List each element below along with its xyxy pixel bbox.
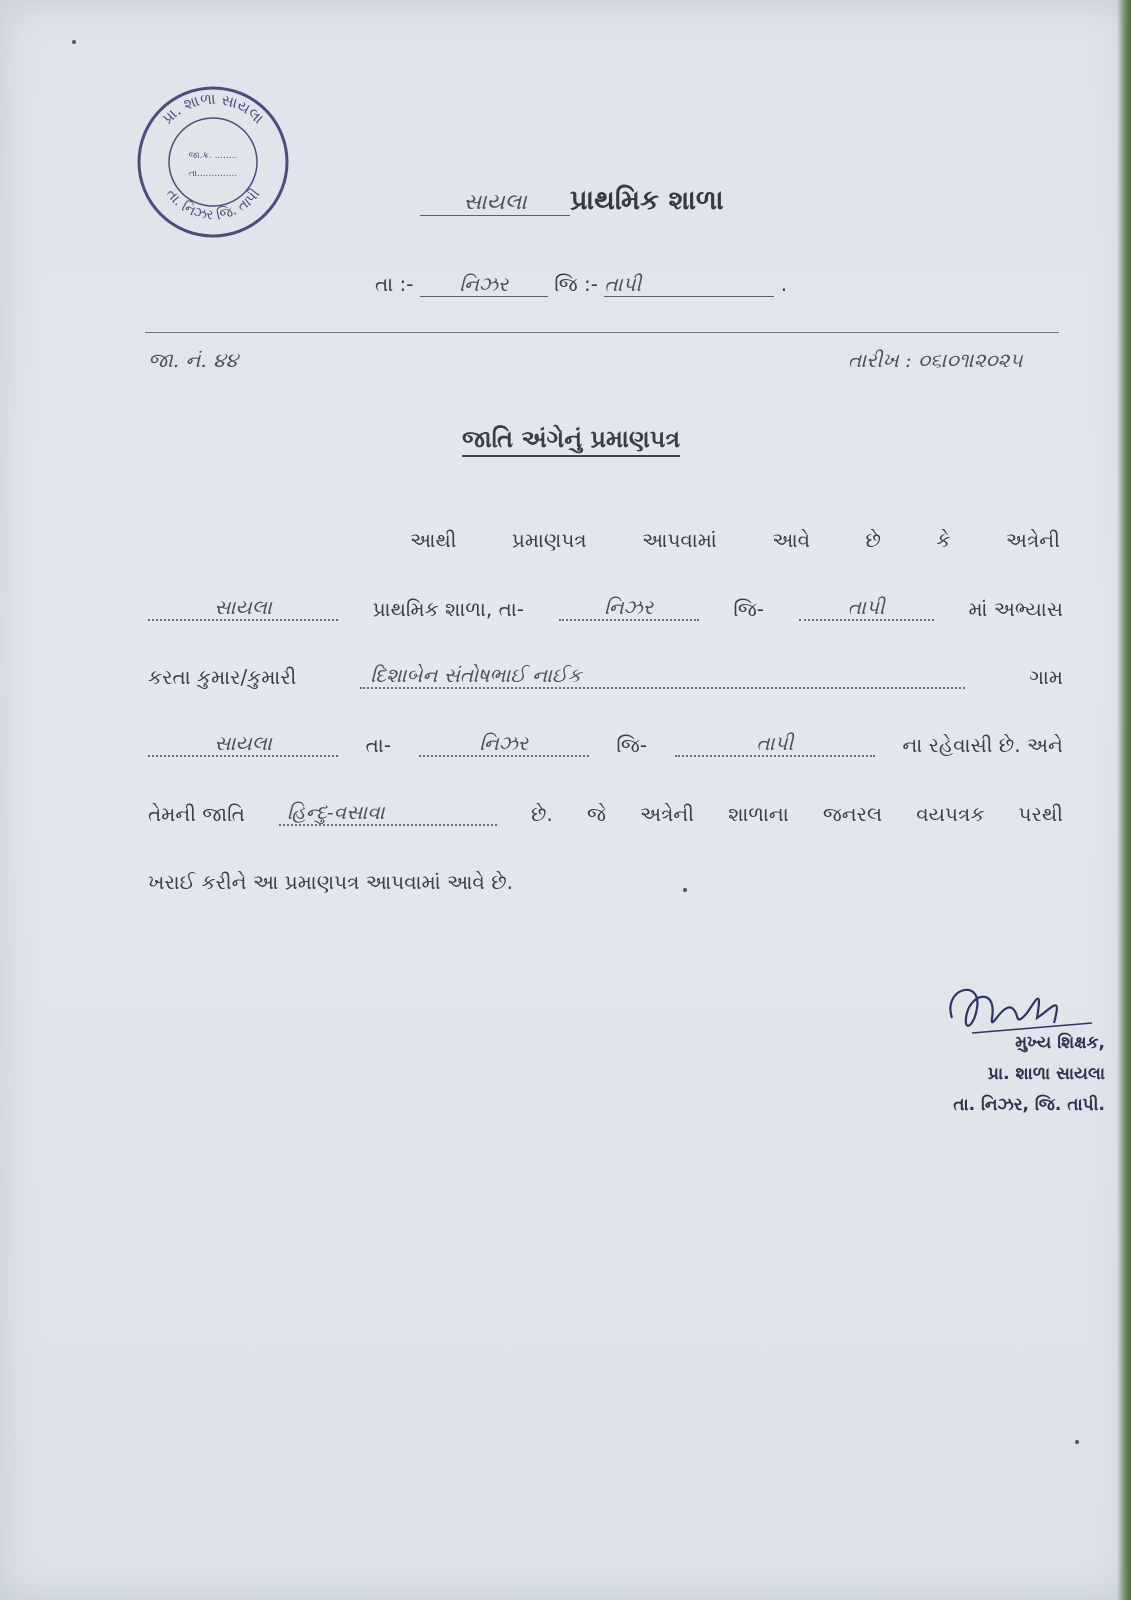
- stamp-bottom-text: તા. નિઝર જિ. તાપી: [162, 186, 264, 224]
- signatory-address: તા. નિઝર, જિ. તાપી.: [953, 1095, 1105, 1115]
- school-label: પ્રાથમિક શાળા: [570, 185, 724, 216]
- word: કે: [936, 528, 951, 552]
- taluka-label: તા :-: [375, 272, 414, 296]
- paper-speck: [1075, 1440, 1079, 1444]
- student-label: કરતા કુમાર/કુમારી: [148, 665, 297, 689]
- school-text: પ્રાથમિક શાળા, તા-: [372, 597, 524, 621]
- header-divider: [145, 332, 1059, 333]
- taluka-label: તા-: [365, 733, 392, 757]
- word: શાળાના: [728, 802, 789, 826]
- district-fill: તાપી: [675, 731, 875, 757]
- body-line-1: [410, 528, 1060, 552]
- village-label: ગામ: [1029, 665, 1063, 689]
- resident-text: ના રહેવાસી છે. અને: [902, 733, 1063, 757]
- stamp-top-text: પ્રા. શાળા સાયલા: [158, 89, 268, 128]
- district-fill: તાપી: [799, 595, 934, 621]
- word: વયપત્રક: [916, 802, 985, 826]
- date-label: તારીખ :: [848, 348, 912, 372]
- word: આથી: [410, 528, 457, 552]
- svg-text:તા. નિઝર જિ. તાપી: [163, 186, 264, 223]
- stamp-line-2: તા..............: [188, 169, 238, 179]
- school-fill: સાયલા: [148, 595, 338, 621]
- date-value: ૦૬।૦૧।૨૦૨૫: [918, 348, 1023, 372]
- school-stamp: [133, 82, 293, 242]
- body-line-4: [148, 731, 1063, 757]
- background-edge: [1117, 0, 1131, 1600]
- school-name-fill: સાયલા: [420, 190, 570, 216]
- word: આપવામાં: [642, 528, 717, 552]
- paper-speck: [683, 888, 687, 892]
- student-name-fill: દિશાબેન સંતોષભાઈ નાઈક: [360, 663, 965, 689]
- line2-end: માં અભ્યાસ: [968, 597, 1063, 621]
- taluka-fill: નિઝર: [420, 272, 548, 297]
- word: આવે: [772, 528, 811, 552]
- village-fill: સાયલા: [148, 731, 338, 757]
- caste-label: તેમની જાતિ: [148, 802, 245, 826]
- district-label: જિ-: [733, 597, 765, 621]
- ref-label: જા. નં.: [148, 348, 207, 372]
- certificate-date: [848, 348, 1023, 372]
- word: જનરલ: [822, 802, 883, 826]
- paper-speck: [72, 40, 76, 44]
- word: અત્રેની: [639, 802, 695, 826]
- taluka-fill: નિઝર: [559, 595, 699, 621]
- body-line-2: [148, 595, 1063, 621]
- word: છે: [865, 528, 881, 552]
- school-title: [420, 185, 724, 217]
- signatory-title: મુખ્ય શિક્ષક,: [1015, 1033, 1105, 1053]
- school-address-line: [375, 272, 787, 297]
- word: પ્રમાણપત્ર: [511, 528, 587, 552]
- body-line-3: [148, 663, 1063, 689]
- stamp-line-1: જા.ક્ર. ........: [188, 151, 238, 161]
- caste-fill: હિન્દુ-વસાવા: [279, 800, 497, 826]
- signatory-school: પ્રા. શાળા સાયલા: [987, 1064, 1105, 1084]
- body-line-6: ખરાઈ કરીને આ પ્રમાણપત્ર આપવામાં આવે છે.: [148, 870, 514, 894]
- reference-number: [148, 348, 238, 372]
- certificate-title: જાતિ અંગેનું પ્રમાણપત્ર: [462, 425, 680, 457]
- signatory-block: [905, 1028, 1105, 1121]
- district-label: જિ-: [616, 733, 648, 757]
- ref-value: ૪૪: [213, 348, 238, 372]
- district-fill: તાપી: [604, 272, 774, 297]
- word: જે: [586, 802, 606, 826]
- word: પરથી: [1018, 802, 1063, 826]
- district-label: જિ :-: [554, 272, 598, 296]
- svg-text:પ્રા. શાળા સાયલા: [158, 90, 267, 128]
- body-line-5: [148, 800, 1063, 826]
- word: અત્રેની: [1005, 528, 1060, 552]
- end-mark: .: [780, 272, 788, 296]
- taluka-fill: નિઝર: [419, 731, 589, 757]
- word: છે.: [531, 802, 553, 826]
